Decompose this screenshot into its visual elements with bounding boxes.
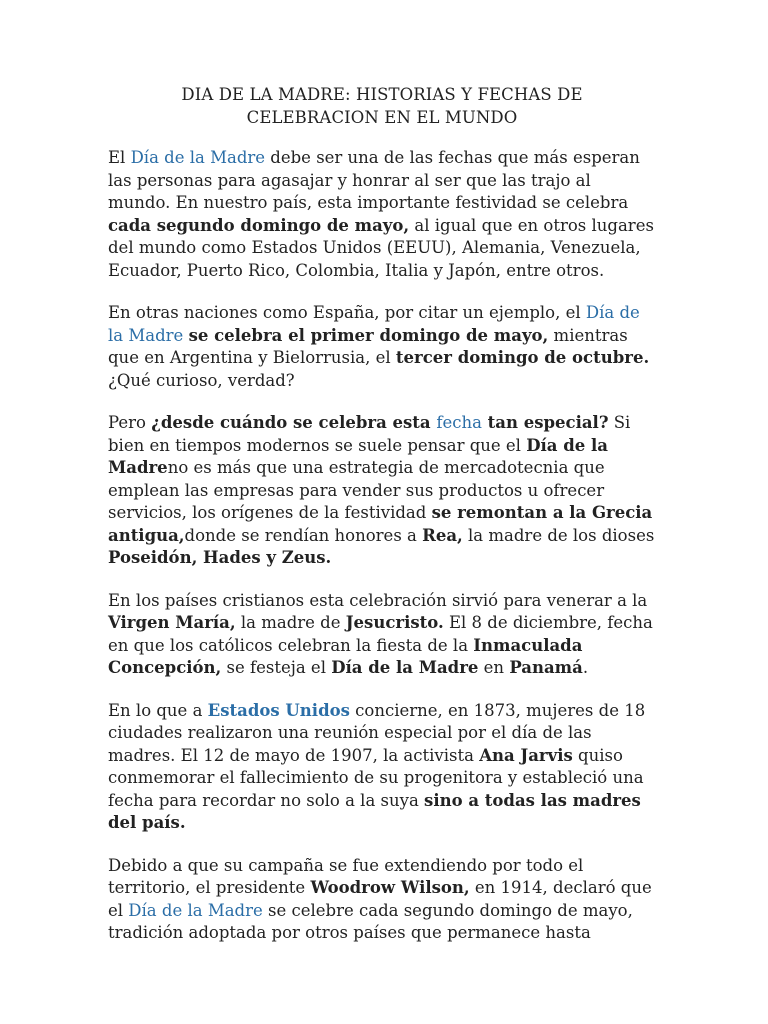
paragraph-5	[108, 700, 656, 835]
text-link[interactable]: Día de la Madre	[128, 900, 263, 920]
bold-text: sino a todas las madres del país.	[108, 790, 641, 832]
bold-text: Rea,	[422, 525, 463, 545]
text-link[interactable]: Día de la Madre	[130, 148, 266, 167]
text-run: El	[108, 148, 131, 167]
bold-text: Virgen María,	[108, 613, 236, 632]
bold-text: tan especial?	[481, 413, 609, 432]
document-page	[108, 83, 656, 965]
bold-text: Inmaculada Concepción,	[108, 635, 583, 677]
bold-text: Panamá	[509, 658, 583, 677]
bold-text: Día de la Madre	[108, 435, 608, 477]
text-run: En los países cristianos esta celebración sirvió para venerar a la	[108, 590, 648, 610]
text-run: quiso conmemorar el fallecimiento de su progenitora y estableció una fecha para recordar no solo a la suya	[108, 745, 644, 810]
paragraph-2	[108, 302, 656, 392]
title-line-2: CELEBRACION EN EL MUNDO	[246, 108, 518, 127]
bold-text: Woodrow Wilson,	[310, 878, 470, 897]
text-run: se celebre cada segundo domingo de mayo, tradición adoptada por otros países que permanece hasta	[108, 900, 633, 942]
paragraph-3	[108, 412, 656, 570]
text-run: .	[582, 658, 589, 677]
text-run: mientras que en Argentina y Bielorrusia, el	[108, 325, 628, 367]
document-body	[108, 147, 656, 945]
title-line-1: DIA DE LA MADRE: HISTORIAS Y FECHAS DE	[181, 85, 583, 104]
text-run: En lo que a	[108, 700, 208, 720]
text-run: En otras naciones como España, por citar un ejemplo, el	[108, 303, 586, 322]
text-run: Si bien en tiempos modernos se suele pensar que el	[108, 413, 631, 455]
text-run: concierne, en 1873, mujeres de 18 ciudades realizaron una reunión especial por el día de las madres. El 12 de mayo de 1907, la activista	[108, 700, 646, 765]
text-run: El 8 de diciembre, fecha en que los católicos celebran la fiesta de la	[108, 613, 653, 655]
bold-text: tercer domingo de octubre.	[395, 348, 650, 367]
text-run: la madre de	[235, 613, 346, 632]
bold-text: se remontan a la Grecia antigua,	[108, 503, 653, 545]
bold-text: Poseidón, Hades y Zeus.	[108, 548, 332, 567]
text-link[interactable]: Día de la Madre	[108, 303, 640, 345]
text-run: al igual que en otros lugares del mundo como Estados Unidos (EEUU), Alemania, Venezuela, Ecuador, Puerto Rico, Colombia, Italia y Japón, entre otros.	[108, 215, 654, 280]
text-run: Pero	[108, 413, 152, 432]
text-run: en	[478, 658, 510, 677]
paragraph-1	[108, 147, 656, 282]
text-run: ¿Qué curioso, verdad?	[108, 370, 295, 390]
bold-text: Día de la Madre	[331, 658, 479, 677]
bold-text: Ana Jarvis	[479, 745, 573, 765]
bold-text: se celebra el primer domingo de mayo,	[188, 325, 549, 345]
text-run: en 1914, declaró que el	[108, 878, 652, 920]
text-run: donde se rendían honores a	[184, 525, 423, 545]
bold-text: Jesucristo.	[345, 613, 444, 632]
text-run: la madre de los dioses	[462, 525, 655, 545]
text-link[interactable]: Estados Unidos	[207, 700, 350, 720]
paragraph-6	[108, 855, 656, 945]
bold-text: cada segundo domingo de mayo,	[108, 215, 410, 235]
text-run: debe ser una de las fechas que más esperan las personas para agasajar y honrar al ser que las trajo al mundo. En nuestro país, esta importante festividad se celebra	[108, 148, 640, 212]
paragraph-4	[108, 590, 656, 680]
document-title	[108, 83, 656, 129]
text-link[interactable]: fecha	[436, 413, 482, 432]
text-run: se festeja el	[221, 658, 332, 677]
bold-text: ¿desde cuándo se celebra esta	[151, 413, 437, 432]
text-run: no es más que una estrategia de mercadotecnia que emplean las empresas para vender sus productos u ofrecer servicios, los orígenes de la festividad	[108, 458, 605, 522]
text-run: Debido a que su campaña se fue extendiendo por todo el territorio, el presidente	[108, 855, 584, 897]
